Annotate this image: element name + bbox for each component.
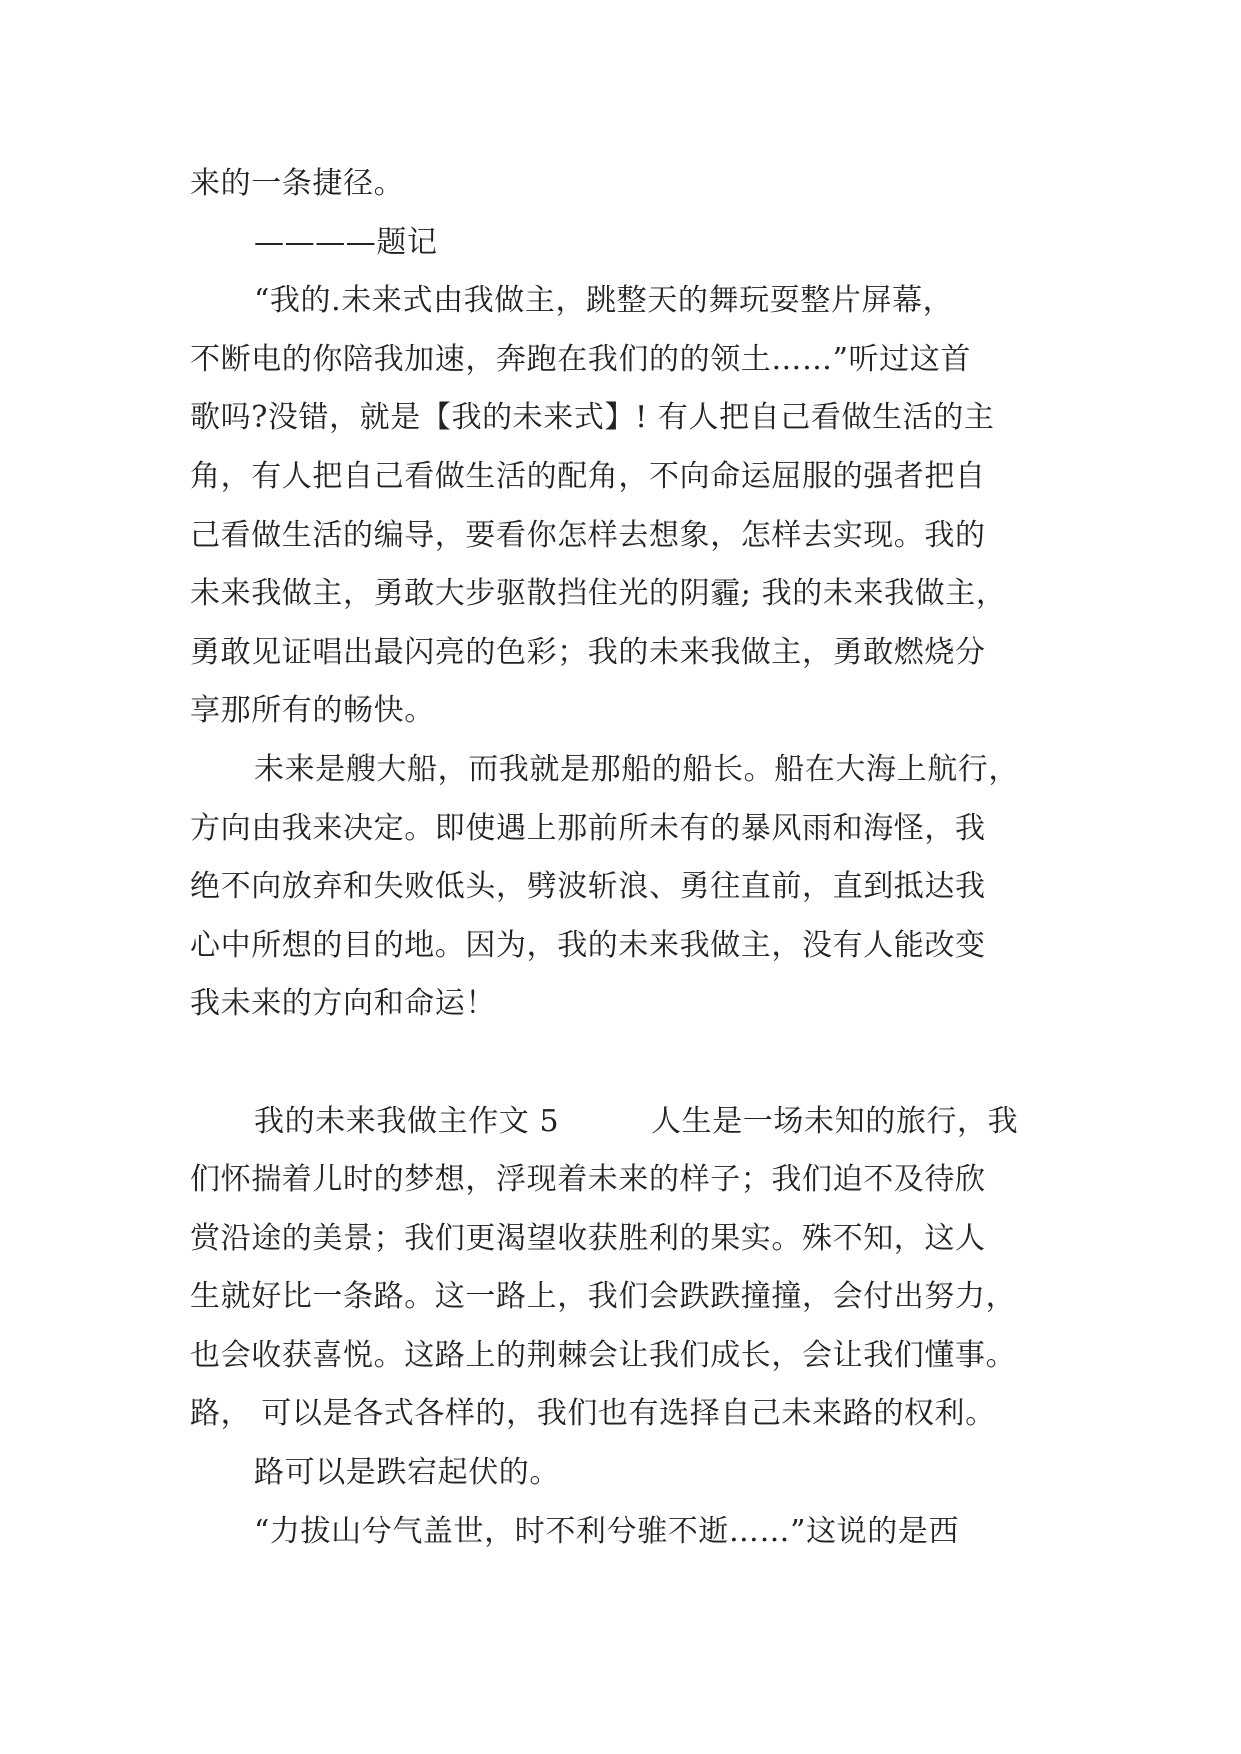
- paragraph-line: “力拔山兮气盖世，时不利兮骓不逝……”这说的是西: [254, 1513, 960, 1549]
- paragraph-gap: [190, 1034, 1070, 1093]
- inscription-line: ————题记: [254, 224, 438, 260]
- paragraph-line: 路， 可以是各式各样的，我们也有选择自己未来路的权利。: [190, 1396, 996, 1432]
- paragraph-line: 未来是艘大船，而我就是那船的船长。船在大海上航行，: [254, 751, 1019, 787]
- paragraph-line: 角，有人把自己看做生活的配角，不向命运屈服的强者把自: [190, 458, 986, 494]
- paragraph-line: 心中所想的目的地。因为，我的未来我做主，没有人能改变: [190, 927, 986, 963]
- paragraph-line: 来的一条捷径。: [190, 166, 405, 201]
- paragraph-line: 路可以是跌宕起伏的。: [254, 1455, 560, 1491]
- paragraph-line: 赏沿途的美景；我们更渴望收获胜利的果实。殊不知，这人: [190, 1220, 986, 1256]
- paragraph-line: 不断电的你陪我加速，奔跑在我们的的领土……”听过这首: [190, 341, 971, 377]
- paragraph-line: 歌吗?没错，就是【我的未来式】! 有人把自己看做生活的主: [190, 400, 995, 436]
- paragraph-line: 己看做生活的编导，要看你怎样去想象，怎样去实现。我的: [190, 517, 986, 553]
- paragraph-line: 也会收获喜悦。这路上的荆棘会让我们成长，会让我们懂事。: [190, 1337, 1017, 1373]
- paragraph-line: 们怀揣着儿时的梦想，浮现着未来的样子；我们迫不及待欣: [190, 1162, 986, 1198]
- paragraph-line: 勇敢见证唱出最闪亮的色彩；我的未来我做主，勇敢燃烧分: [190, 634, 986, 670]
- paragraph-line: 生就好比一条路。这一路上，我们会跌跌撞撞，会付出努力，: [190, 1279, 1017, 1315]
- paragraph-line: 我未来的方向和命运！: [190, 986, 496, 1022]
- paragraph-line: 未来我做主，勇敢大步驱散挡住光的阴霾; 我的未来我做主，: [190, 576, 1007, 612]
- paragraph-line: 享那所有的畅快。: [190, 693, 435, 729]
- paragraph-line: “我的.未来式由我做主，跳整天的舞玩耍整片屏幕，: [254, 283, 954, 319]
- essay-body: [190, 155, 1070, 1561]
- paragraph-line: 方向由我来决定。即使遇上那前所未有的暴风雨和海怪，我: [190, 810, 986, 846]
- paragraph-line: 绝不向放弃和失败低头，劈波斩浪、勇往直前，直到抵达我: [190, 869, 986, 905]
- essay-heading-line: 我的未来我做主作文 5 人生是一场未知的旅行，我: [254, 1103, 1019, 1139]
